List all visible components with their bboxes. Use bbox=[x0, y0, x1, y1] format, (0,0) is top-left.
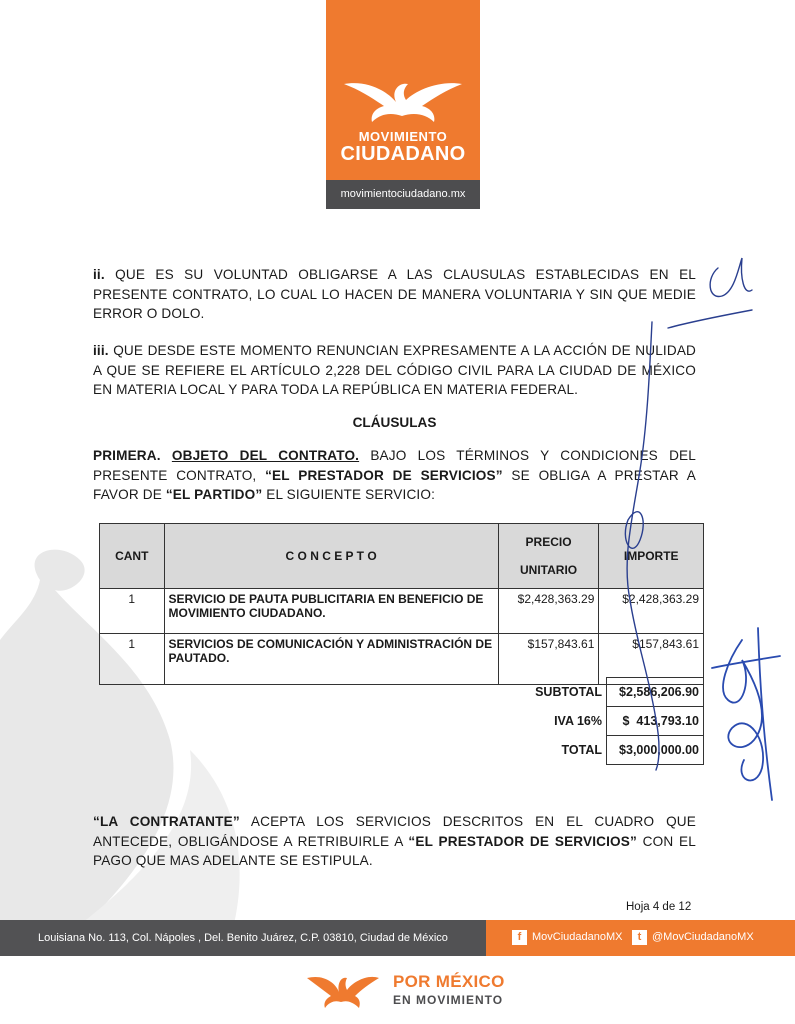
row-cant: 1 bbox=[100, 634, 165, 685]
primera-lead: PRIMERA. bbox=[93, 448, 161, 463]
table-header-row bbox=[100, 524, 704, 589]
facebook-handle: MovCiudadanoMX bbox=[532, 931, 623, 943]
footer-address: Louisiana No. 113, Col. Nápoles , Del. Benito Juárez, C.P. 03810, Ciudad de México bbox=[38, 932, 448, 944]
row-importe: $157,843.61 bbox=[599, 634, 704, 685]
closing-bold2: “EL PRESTADOR DE SERVICIOS” bbox=[408, 833, 637, 849]
total-label: TOTAL bbox=[561, 743, 602, 757]
subtotal-label: SUBTOTAL bbox=[535, 685, 602, 699]
paragraph-iii bbox=[93, 341, 696, 400]
iva-value: $ 413,793.10 bbox=[607, 707, 704, 736]
row-concepto: SERVICIO DE PAUTA PUBLICITARIA EN BENEFICIO DE MOVIMIENTO CIUDADANO. bbox=[164, 589, 498, 634]
eagle-logo-icon bbox=[336, 72, 470, 130]
totals-table bbox=[510, 677, 704, 765]
clause-primera bbox=[93, 446, 696, 505]
total-row bbox=[510, 736, 704, 765]
row-importe: $2,428,363.29 bbox=[599, 589, 704, 634]
total-value: $3,000,000.00 bbox=[607, 736, 704, 765]
paragraph-ii bbox=[93, 265, 696, 324]
closing-paragraph bbox=[93, 812, 696, 871]
primera-text2: SE OBLIGA A PRESTAR A FAVOR DE bbox=[93, 467, 696, 502]
slogan-line2: EN MOVIMIENTO bbox=[393, 993, 504, 1007]
primera-bold2: “EL PARTIDO” bbox=[165, 487, 263, 502]
bottom-eagle-icon bbox=[305, 970, 381, 1010]
table-row bbox=[100, 589, 704, 634]
header-concepto: C O N C E P T O bbox=[164, 524, 498, 589]
header-precio-line2: UNITARIO bbox=[520, 563, 578, 577]
header-cant: CANT bbox=[100, 524, 165, 589]
slogan-line1: POR MÉXICO bbox=[393, 972, 505, 991]
bottom-logo bbox=[305, 968, 505, 1014]
logo-line2: CIUDADANO bbox=[340, 143, 466, 165]
row-precio: $2,428,363.29 bbox=[498, 589, 599, 634]
header-precio bbox=[498, 524, 599, 589]
services-table bbox=[99, 523, 704, 685]
iva-row bbox=[510, 707, 704, 736]
row-concepto: SERVICIOS DE COMUNICACIÓN Y ADMINISTRACIÓN DE PAUTADO. bbox=[164, 634, 498, 685]
header-logo-block bbox=[326, 0, 480, 209]
logo-line1: MOVIMIENTO bbox=[358, 129, 448, 144]
closing-text1: ACEPTA LOS SERVICIOS DESCRITOS EN EL CUADRO QUE ANTECEDE, OBLIGÁNDOSE A RETRIBUIRLE A bbox=[93, 814, 696, 849]
footer-bar bbox=[0, 920, 795, 956]
primera-text3: EL SIGUIENTE SERVICIO: bbox=[262, 487, 435, 502]
subtotal-row bbox=[510, 678, 704, 707]
iva-label: IVA 16% bbox=[554, 714, 602, 728]
twitter-link[interactable] bbox=[632, 929, 754, 946]
paragraph-ii-text: QUE ES SU VOLUNTAD OBLIGARSE A LAS CLAUSULAS ESTABLECIDAS EN EL PRESENTE CONTRATO, LO CUAL LO HACEN DE MANERA VOLUNTARIA Y SIN QUE MEDIE ERROR O DOLO. bbox=[93, 267, 696, 321]
facebook-link[interactable] bbox=[512, 929, 623, 946]
twitter-icon: t bbox=[632, 930, 647, 945]
closing-text2: CON EL PAGO QUE MAS ADELANTE SE ESTIPULA. bbox=[93, 833, 696, 868]
closing-bold1: “LA CONTRATANTE” bbox=[93, 814, 240, 829]
facebook-icon: f bbox=[512, 930, 527, 945]
primera-subject: OBJETO DEL CONTRATO. bbox=[171, 448, 360, 463]
page-number: Hoja 4 de 12 bbox=[626, 901, 692, 913]
primera-bold1: “EL PRESTADOR DE SERVICIOS” bbox=[265, 467, 503, 483]
primera-text1: BAJO LOS TÉRMINOS Y CONDICIONES DEL PRESENTE CONTRATO, bbox=[93, 448, 696, 483]
paragraph-iii-text: QUE DESDE ESTE MOMENTO RENUNCIAN EXPRESAMENTE A LA ACCIÓN DE NULIDAD A QUE SE REFIERE EL ARTÍCULO 2,228 DEL CÓDIGO CIVIL PARA LA CIUDAD DE MÉXICO EN MATERIA LOCAL Y PARA TODA LA REPÚBLICA EN MATERIA FEDERAL. bbox=[93, 343, 696, 397]
header-precio-line1: PRECIO bbox=[525, 535, 572, 549]
paragraph-ii-lead: ii. bbox=[93, 267, 105, 282]
twitter-handle: @MovCiudadanoMX bbox=[652, 931, 754, 943]
row-precio: $157,843.61 bbox=[498, 634, 599, 685]
paragraph-iii-lead: iii. bbox=[93, 343, 109, 358]
header-importe: IMPORTE bbox=[599, 524, 704, 589]
footer-social bbox=[486, 920, 795, 956]
clausulas-title: CLÁUSULAS bbox=[352, 415, 437, 430]
subtotal-value: $2,586,206.90 bbox=[607, 678, 704, 707]
website-url[interactable]: movimientociudadano.mx bbox=[326, 180, 480, 209]
row-cant: 1 bbox=[100, 589, 165, 634]
